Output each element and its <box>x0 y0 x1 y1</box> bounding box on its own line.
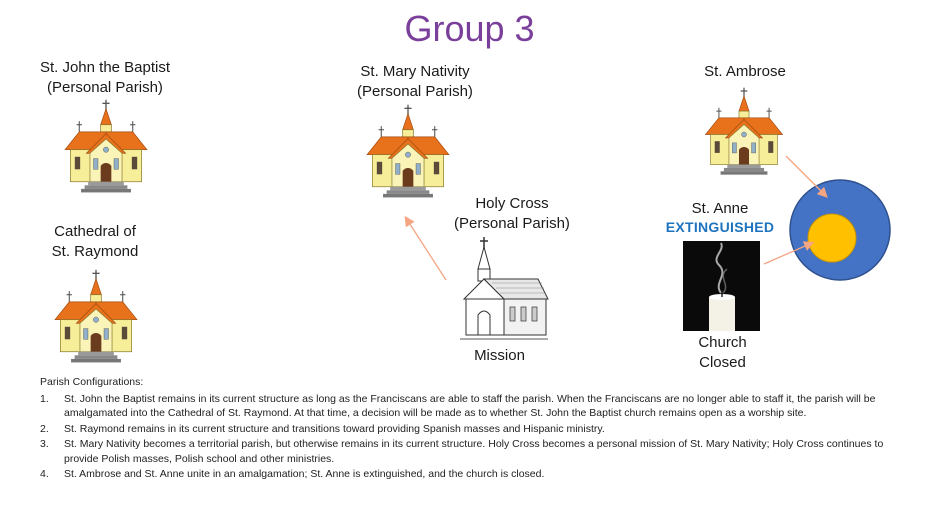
note-item <box>40 392 910 421</box>
note-item <box>40 422 910 437</box>
extinguished-label: EXTINGUISHED <box>665 219 775 235</box>
holy-cross-note: (Personal Parish) <box>454 215 570 232</box>
st-ambrose-label: St. Ambrose <box>704 63 786 80</box>
amalgamation-inner-circle <box>808 214 856 262</box>
church-closed-line2: Closed <box>699 354 746 371</box>
note-number: 3. <box>40 438 49 450</box>
note-text: St. John the Baptist remains in its current structure as long as the Franciscans are able to staff the parish. When the Franciscans are no longer able to staff it, the parish will be amalgamated into the Cathedral of St. Raymond. At that time, a decision will be made as to whether St. John the Baptist church remains open as a worship site. <box>64 392 876 419</box>
notes-heading: Parish Configurations: <box>40 376 144 388</box>
st-john-name: St. John the Baptist <box>39 59 171 76</box>
note-text: St. Ambrose and St. Anne unite in an amalgamation; St. Anne is extinguished, and the church is closed. <box>64 468 545 480</box>
page-title: Group 3 <box>404 8 535 49</box>
cathedral-line1: Cathedral of <box>54 223 136 240</box>
church-closed-line1: Church <box>698 334 747 351</box>
holy-cross-to-st-mary-arrow <box>406 218 446 280</box>
st-john-note: (Personal Parish) <box>47 79 163 96</box>
note-number: 2. <box>40 422 49 435</box>
holy-cross-name: Holy Cross <box>475 195 549 212</box>
cathedral-line2: St. Raymond <box>51 243 139 260</box>
note-text: St. Mary Nativity becomes a territorial parish, but otherwise remains in its current structure. Holy Cross becomes a personal mission of St. Mary Nativity; Holy Cross continues to provide Polish masses, Polish school and other ministries. <box>64 438 884 465</box>
st-mary-name: St. Mary Nativity <box>360 63 470 80</box>
note-item <box>40 467 910 482</box>
note-number: 4. <box>40 468 49 480</box>
note-item <box>40 437 910 466</box>
note-number: 1. <box>40 392 49 405</box>
notes-list <box>40 392 910 482</box>
parish-configurations <box>40 375 910 483</box>
mission-label: Mission <box>474 347 525 364</box>
note-text: St. Raymond remains in its current structure and transitions toward providing Spanish masses and Hispanic ministry. <box>64 422 605 435</box>
st-mary-note: (Personal Parish) <box>357 83 473 100</box>
st-anne-label: St. Anne <box>691 200 749 217</box>
st-ambrose-to-circle-arrow <box>786 156 826 196</box>
